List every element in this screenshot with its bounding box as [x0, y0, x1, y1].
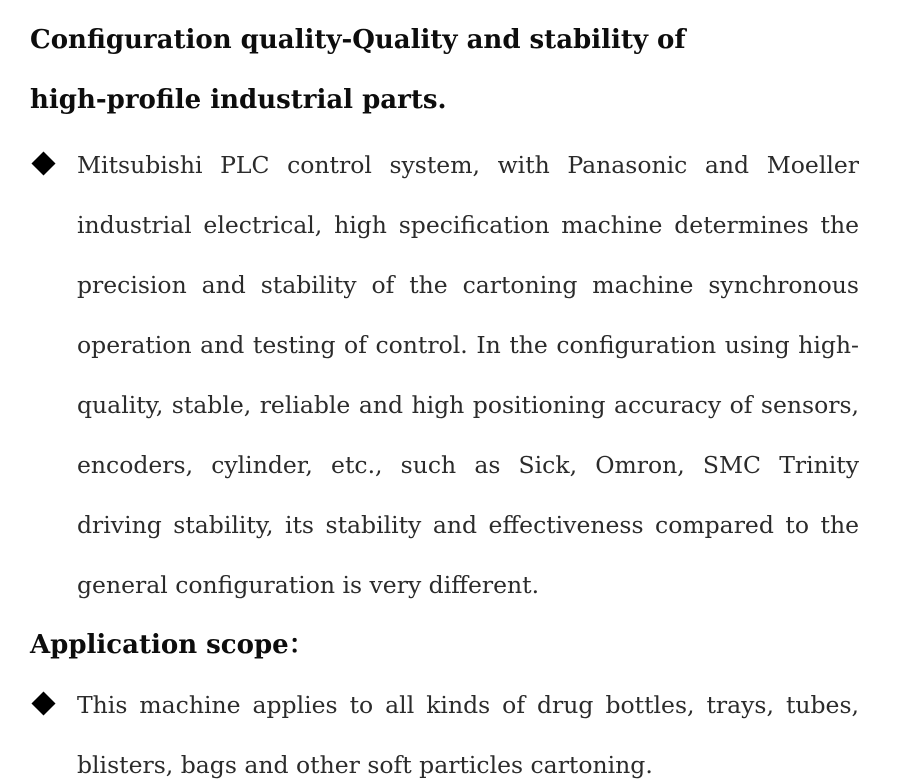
diamond-bullet-icon [31, 691, 55, 715]
bullet-paragraph-application: This machine applies to all kinds of drug bottles, trays, tubes, blisters, bags and other soft particles cartoning. [77, 691, 859, 779]
section-heading-application-scope: Application scope： [30, 630, 315, 660]
section-heading-configuration-line1: Configuration quality-Quality and stability of [30, 25, 686, 55]
section-heading-configuration-line2: high-profile industrial parts. [30, 85, 447, 115]
bullet-paragraph-configuration: Mitsubishi PLC control system, with Panasonic and Moeller industrial electrical, high specification machine determines the precision and stability of the cartoning machine synchronous operation and testing of control. In the configuration using high-quality, stable, reliable and high positioning accuracy of sensors, encoders, cylinder, etc., such as Sick, Omron, SMC Trinity driving stability, its stability and effectiveness compared to the general configuration is very different. [77, 151, 859, 599]
diamond-bullet-icon [31, 151, 55, 175]
